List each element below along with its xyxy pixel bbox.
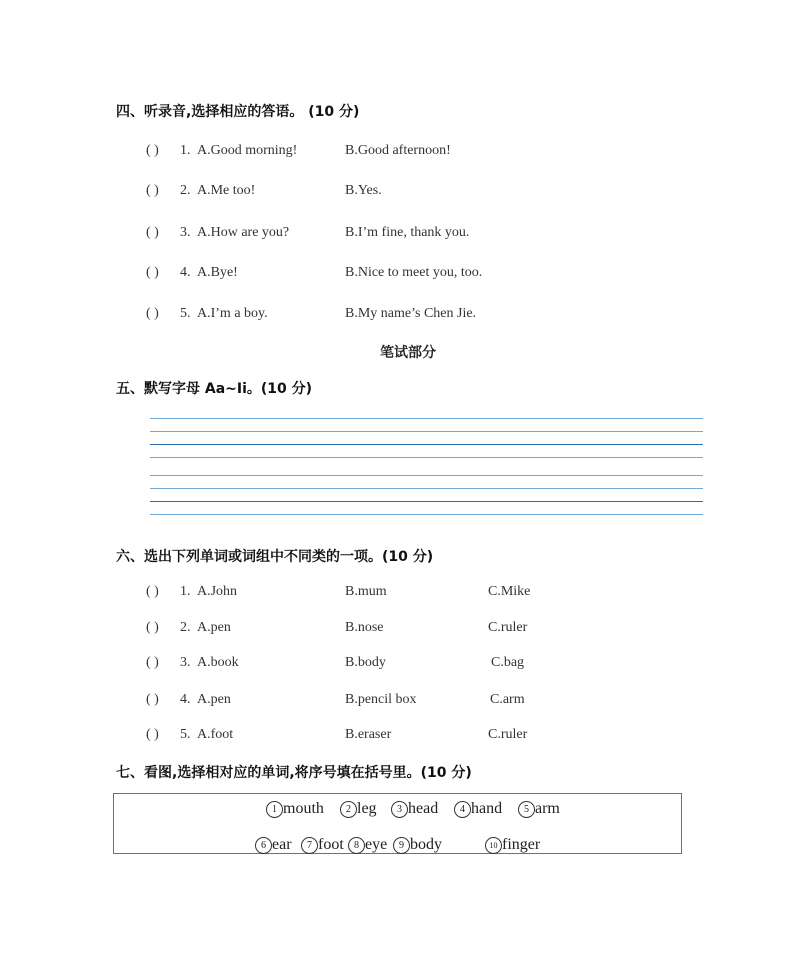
option-a: A.Bye! xyxy=(197,265,238,280)
writing-line xyxy=(150,488,703,489)
word-text: foot xyxy=(318,836,344,853)
answer-paren[interactable]: ( ) xyxy=(146,265,159,280)
writing-lines[interactable] xyxy=(150,418,703,518)
option-c: C.ruler xyxy=(488,620,528,635)
number-circle: 7 xyxy=(301,837,318,854)
writing-line xyxy=(150,431,703,432)
answer-paren[interactable]: ( ) xyxy=(146,727,159,742)
option-a: A.foot xyxy=(197,727,234,742)
writing-line xyxy=(150,475,703,476)
written-part-title: 笔试部分 xyxy=(380,345,436,361)
option-a: A.I’m a boy. xyxy=(197,306,268,321)
section7-heading: 七、看图,选择相对应的单词,将序号填在括号里。(10 分) xyxy=(116,765,472,781)
option-b: B.Nice to meet you, too. xyxy=(345,265,483,280)
word-text: body xyxy=(410,836,442,853)
answer-paren[interactable]: ( ) xyxy=(146,655,159,670)
word-option xyxy=(266,800,324,818)
option-b: B.pencil box xyxy=(345,692,417,707)
option-b: B.I’m fine, thank you. xyxy=(345,225,470,240)
word-option xyxy=(454,800,502,818)
option-a: A.John xyxy=(197,584,238,599)
word-text: mouth xyxy=(283,800,324,817)
option-a: A.Me too! xyxy=(197,183,256,198)
writing-line xyxy=(150,444,703,445)
word-text: arm xyxy=(535,800,560,817)
word-text: leg xyxy=(357,800,377,817)
option-a: A.pen xyxy=(197,692,231,707)
question-number: 5. xyxy=(180,306,191,321)
writing-line xyxy=(150,501,703,502)
option-c: C.arm xyxy=(490,692,525,707)
question-number: 1. xyxy=(180,584,191,599)
number-circle: 1 xyxy=(266,801,283,818)
answer-paren[interactable]: ( ) xyxy=(146,620,159,635)
section5-heading: 五、默写字母 Aa~Ii。(10 分) xyxy=(116,381,313,397)
answer-paren[interactable]: ( ) xyxy=(146,225,159,240)
number-circle: 9 xyxy=(393,837,410,854)
question-number: 1. xyxy=(180,143,191,158)
option-b: B.body xyxy=(345,655,386,670)
writing-line xyxy=(150,418,703,419)
answer-paren[interactable]: ( ) xyxy=(146,306,159,321)
word-bank-box xyxy=(113,793,682,854)
question-number: 3. xyxy=(180,225,191,240)
option-a: A.book xyxy=(197,655,239,670)
number-circle: 3 xyxy=(391,801,408,818)
option-a: A.How are you? xyxy=(197,225,290,240)
word-text: hand xyxy=(471,800,503,817)
word-option xyxy=(518,800,560,818)
word-option xyxy=(301,836,344,854)
option-b: B.eraser xyxy=(345,727,392,742)
word-text: finger xyxy=(502,836,541,853)
question-number: 2. xyxy=(180,620,191,635)
option-b: B.nose xyxy=(345,620,384,635)
option-a: A.Good morning! xyxy=(197,143,298,158)
answer-paren[interactable]: ( ) xyxy=(146,143,159,158)
question-number: 4. xyxy=(180,692,191,707)
word-option xyxy=(340,800,377,818)
option-b: B.Yes. xyxy=(345,183,382,198)
question-number: 3. xyxy=(180,655,191,670)
word-text: head xyxy=(408,800,439,817)
option-c: C.ruler xyxy=(488,727,528,742)
option-c: C.Mike xyxy=(488,584,531,599)
option-c: C.bag xyxy=(491,655,525,670)
option-a: A.pen xyxy=(197,620,231,635)
section6-heading: 六、选出下列单词或词组中不同类的一项。(10 分) xyxy=(116,549,434,565)
number-circle: 10 xyxy=(485,837,502,854)
word-option xyxy=(393,836,442,854)
option-b: B.My name’s Chen Jie. xyxy=(345,306,477,321)
section4-heading: 四、听录音,选择相应的答语。 (10 分) xyxy=(116,104,360,120)
number-circle: 8 xyxy=(348,837,365,854)
answer-paren[interactable]: ( ) xyxy=(146,692,159,707)
number-circle: 4 xyxy=(454,801,471,818)
writing-line xyxy=(150,457,703,458)
word-option xyxy=(348,836,387,854)
writing-line xyxy=(150,514,703,515)
word-option xyxy=(255,836,292,854)
number-circle: 6 xyxy=(255,837,272,854)
word-text: eye xyxy=(365,836,388,853)
number-circle: 5 xyxy=(518,801,535,818)
question-number: 2. xyxy=(180,183,191,198)
option-b: B.mum xyxy=(345,584,387,599)
word-option xyxy=(485,836,540,854)
word-text: ear xyxy=(272,836,292,853)
option-b: B.Good afternoon! xyxy=(345,143,451,158)
question-number: 4. xyxy=(180,265,191,280)
number-circle: 2 xyxy=(340,801,357,818)
answer-paren[interactable]: ( ) xyxy=(146,183,159,198)
question-number: 5. xyxy=(180,727,191,742)
word-option xyxy=(391,800,438,818)
answer-paren[interactable]: ( ) xyxy=(146,584,159,599)
